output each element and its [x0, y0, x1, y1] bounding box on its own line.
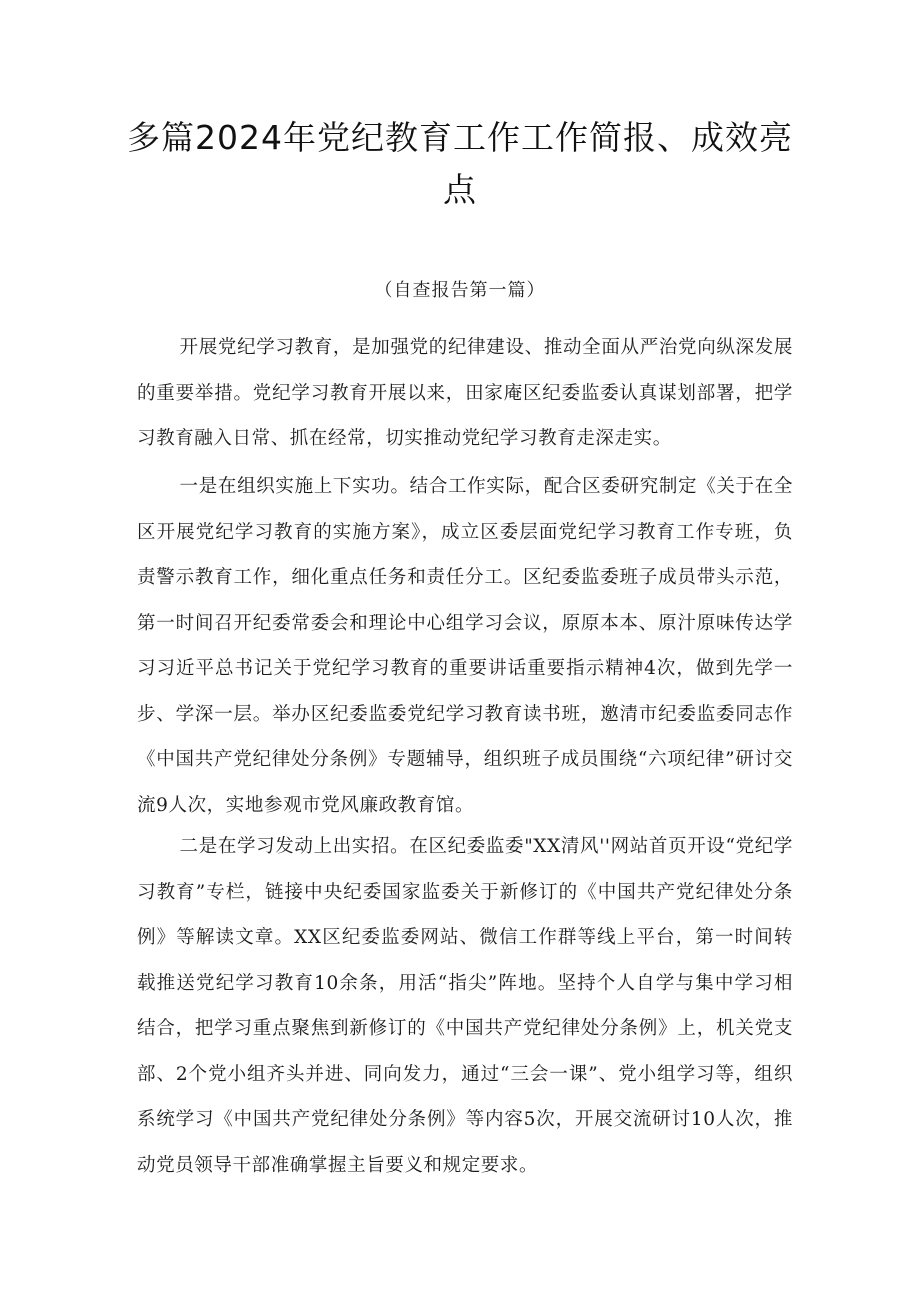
document-title: 多篇2024年党纪教育工作工作简报、成效亮点 [127, 118, 793, 209]
document-subtitle: （自查报告第一篇） [374, 280, 546, 301]
paragraph-organization: 一是在组织实施上下实功。结合工作实际，配合区委研究制定《关于在全区开展党纪学习教育的实施方案》，成立区委层面党纪学习教育工作专班，负责警示教育工作，细化重点任务和责任分工。区纪委监委班子成员带头示范，第一时间召开纪委常委会和理论中心组学习会议，原原本本、原汁原味传达学习习近平总书记关于党纪学习教育的重要讲话重要指示精神4次，做到先学一步、学深一层。举办区纪委监委党纪学习教育读书班，邀清市纪委监委同志作《中国共产党纪律处分条例》专题辅导，组织班子成员围绕“六项纪律”研讨交流9人次，实地参观市党风廉政教育馆。 [137, 476, 793, 816]
paragraph-mobilization: 二是在学习发动上出实招。在区纪委监委"XX清风''网站首页开设“党纪学习教育”专栏，链接中央纪委国家监委关于新修订的《中国共产党纪律处分条例》等解读文章。XX区纪委监委网站、微信工作群等线上平台，第一时间转载推送党纪学习教育10余条，用活“指尖”阵地。坚持个人自学与集中学习相结合，把学习重点聚焦到新修订的《中国共产党纪律处分条例》上，机关党支部、2个党小组齐头并进、同向发力，通过“三会一课”、党小组学习等，组织系统学习《中国共产党纪律处分条例》等内容5次，开展交流研讨10人次，推动党员领导干部准确掌握主旨要义和规定要求。 [137, 836, 793, 1176]
paragraph-intro: 开展党纪学习教育，是加强党的纪律建设、推动全面从严治党向纵深发展的重要举措。党纪学习教育开展以来，田家庵区纪委监委认真谋划部署，把学习教育融入日常、抓在经常，切实推动党纪学习教育走深走实。 [137, 337, 793, 449]
